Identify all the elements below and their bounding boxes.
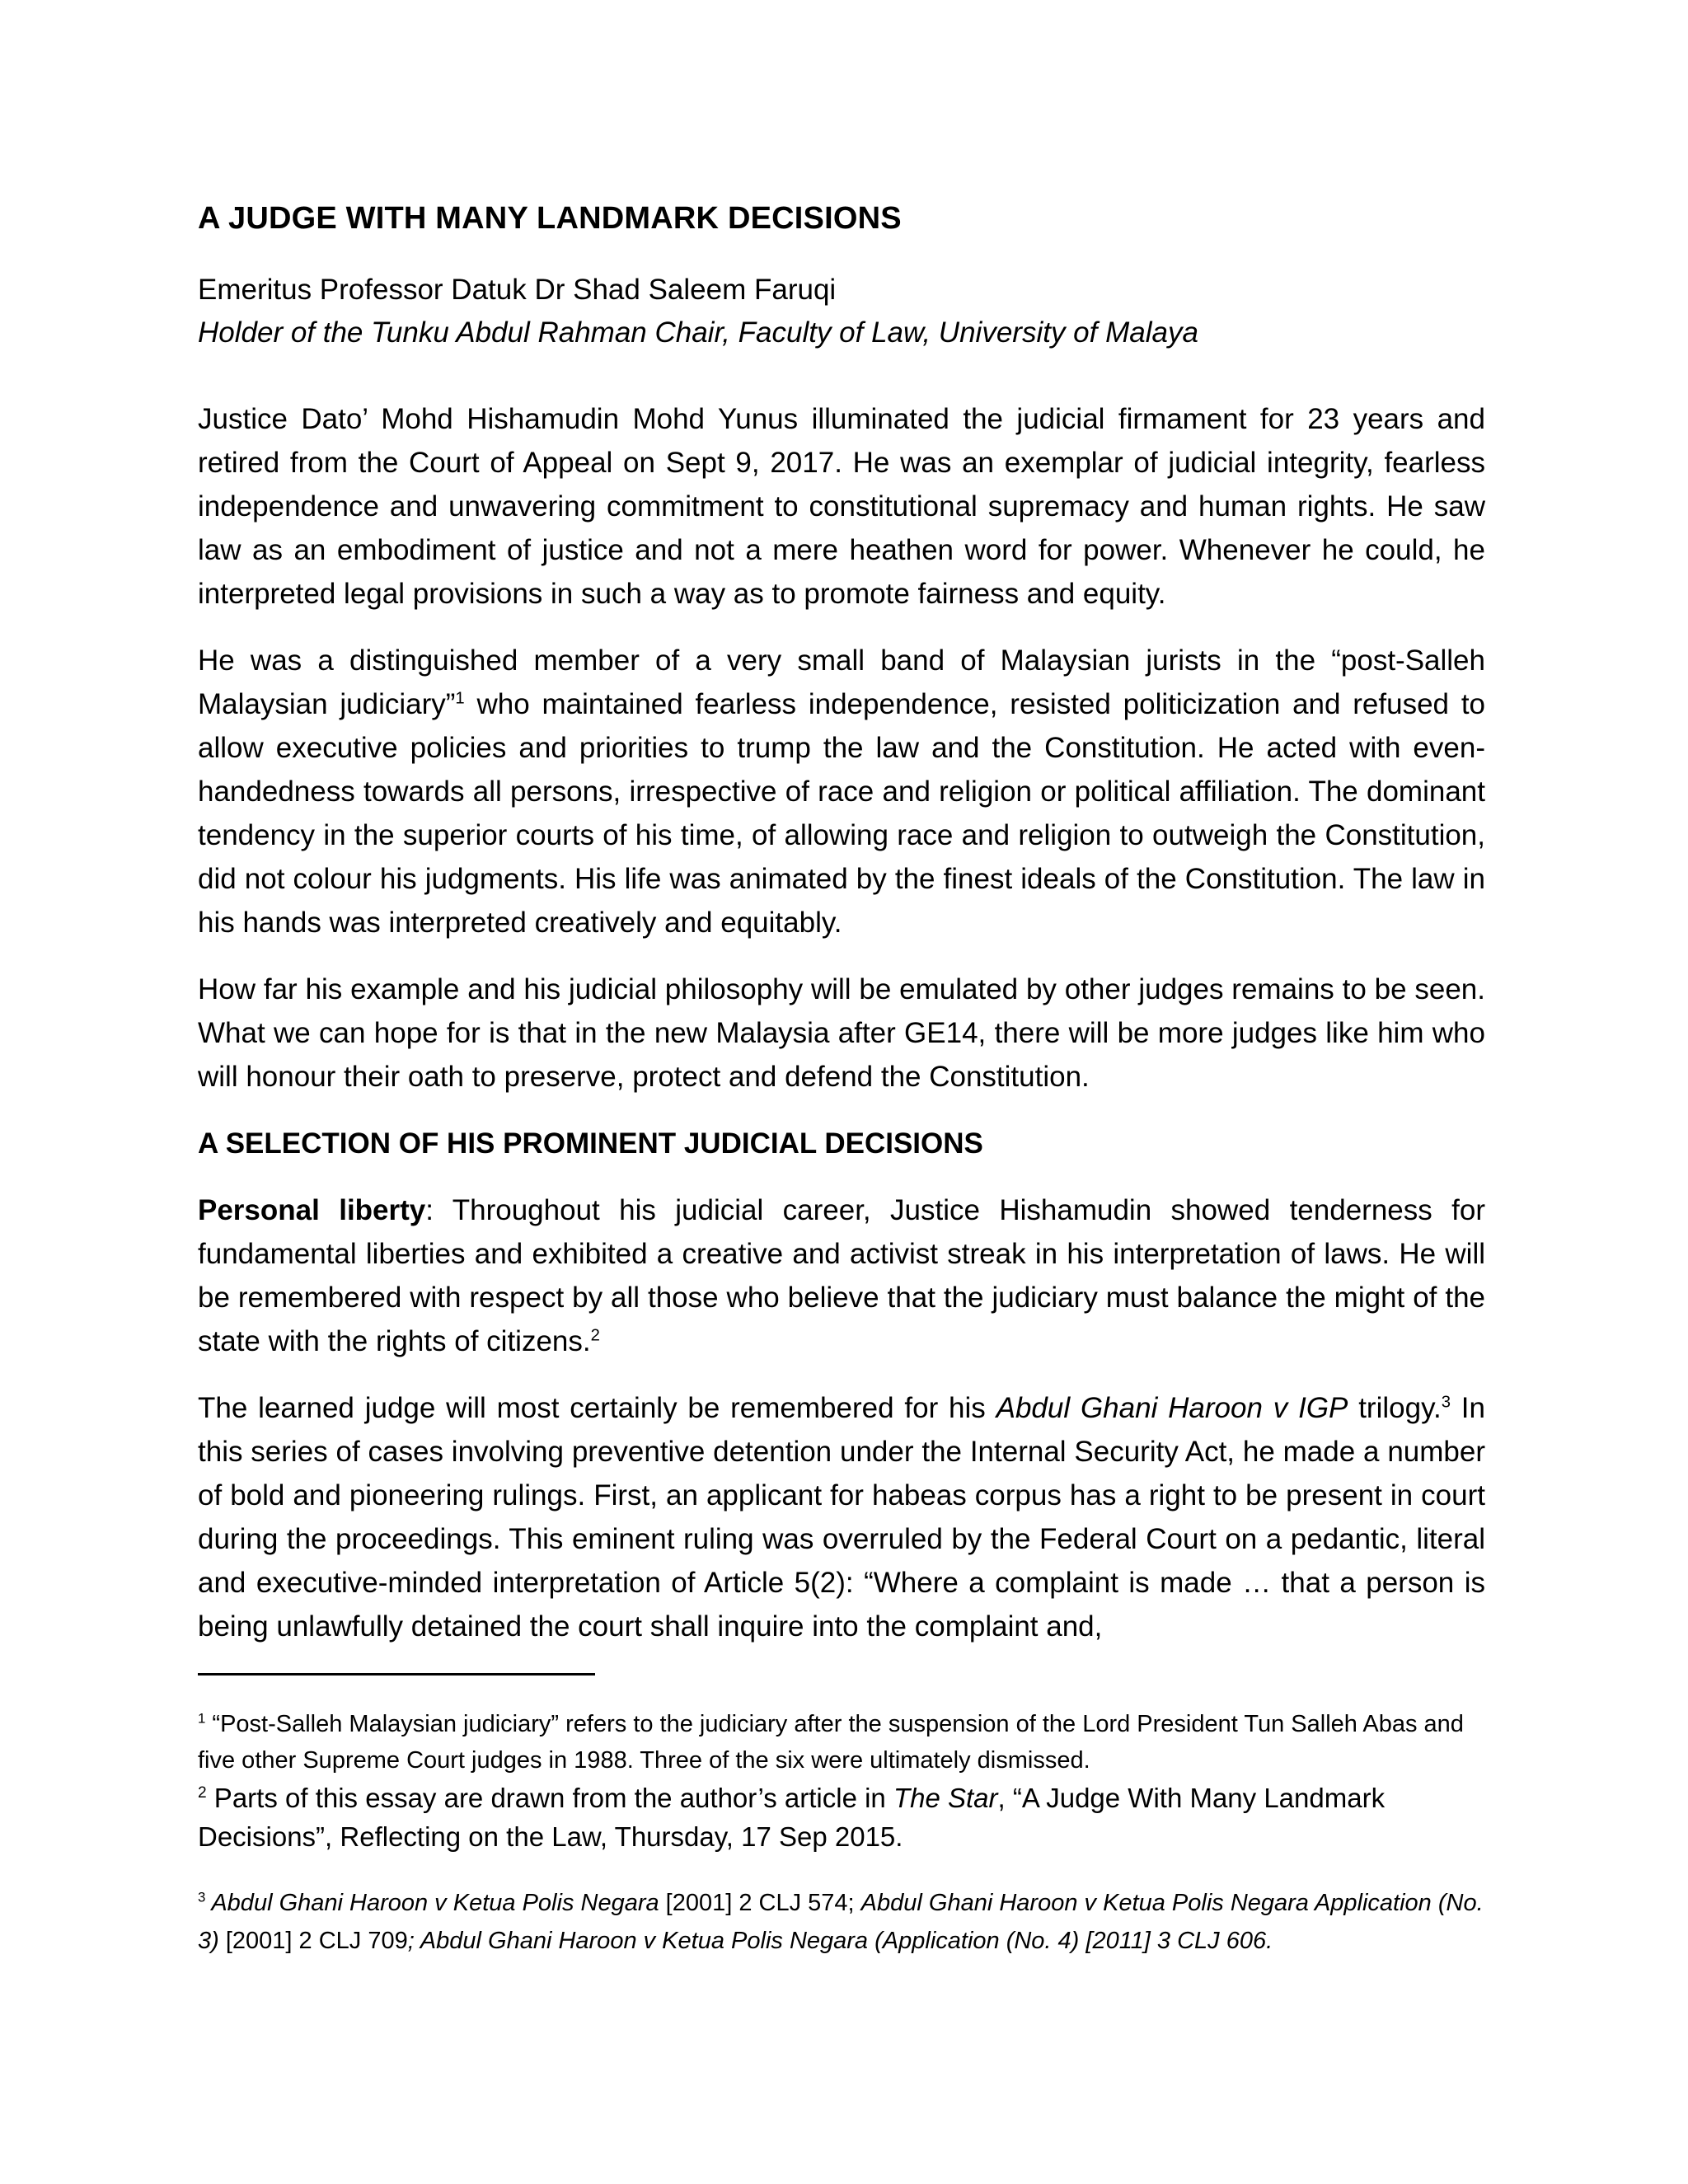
footnote-3-case-2: Abdul Ghani Haroon v Ketua Polis Negara Application (No. 3): [198, 1890, 1484, 1954]
paragraph-2-text-a: He was a distinguished member of a very small band of Malaysian jurists in the “post-Salleh Malaysian judiciary”: [198, 644, 1485, 720]
footnote-3-number: 3: [198, 1889, 206, 1905]
footnote-ref-2[interactable]: 2: [590, 1326, 600, 1345]
footnote-ref-3[interactable]: 3: [1441, 1393, 1451, 1412]
author-name: Emeritus Professor Datuk Dr Shad Saleem Faruqi: [198, 274, 837, 306]
footnote-2-text-b: , “A Judge With Many Landmark Decisions”, Reflecting on the Law, Thursday, 17 Sep 2015.: [198, 1783, 1386, 1852]
paragraph-5-case-name: Abdul Ghani Haroon v IGP: [996, 1392, 1348, 1424]
footnote-3-citation-2: [2001] 2 CLJ 709: [218, 1928, 408, 1954]
footnote-1-text: “Post-Salleh Malaysian judiciary” refers to the judiciary after the suspension of the Lord President Tun Salleh Abas and five other Supreme Court judges in 1988. Three of the six were ultimately dismissed.: [198, 1711, 1464, 1774]
footnote-3-case-3: ; Abdul Ghani Haroon v Ketua Polis Negara (Application (No. 4) [2011] 3 CLJ 606.: [407, 1928, 1273, 1954]
footnote-separator: [198, 1673, 595, 1675]
section-heading: A SELECTION OF HIS PROMINENT JUDICIAL DECISIONS: [198, 1127, 983, 1160]
paragraph-4: [198, 1188, 1485, 1363]
footnote-2-publication: The Star: [893, 1783, 998, 1813]
footnote-ref-1[interactable]: 1: [455, 689, 465, 708]
footnote-3: [198, 1884, 1485, 1960]
author-affiliation: Holder of the Tunku Abdul Rahman Chair, Faculty of Law, University of Malaya: [198, 316, 1198, 349]
paragraph-5: [198, 1386, 1485, 1648]
footnote-2: [198, 1779, 1485, 1856]
footnote-1-number: 1: [198, 1710, 206, 1727]
paragraph-3: How far his example and his judicial philosophy will be emulated by other judges remains to be seen. What we can hope for is that in the new Malaysia after GE14, there will be more judges like him who will honour their oath to preserve, protect and defend the Constitution.: [198, 973, 1485, 1093]
paragraph-5-text-a: The learned judge will most certainly be remembered for his: [198, 1392, 996, 1424]
paragraph-4-lead: Personal liberty: [198, 1194, 426, 1226]
footnote-3-case-1: Abdul Ghani Haroon v Ketua Polis Negara: [205, 1890, 659, 1916]
paragraph-1: Justice Dato’ Mohd Hishamudin Mohd Yunus illuminated the judicial firmament for 23 years and retired from the Court of Appeal on Sept 9, 2017. He was an exemplar of judicial integrity, fearless independence and unwavering commitment to constitutional supremacy and human rights. He saw law as an embodiment of justice and not a mere heathen word for power. Whenever he could, he interpreted legal provisions in such a way as to promote fairness and equity.: [198, 403, 1485, 610]
paragraph-4-text: : Throughout his judicial career, Justice Hishamudin showed tenderness for fundamental liberties and exhibited a creative and activist streak in his interpretation of laws. He will be remembered with respect by all those who believe that the judiciary must balance the might of the state with the rights of citizens.: [198, 1194, 1485, 1357]
footnote-2-text-a: Parts of this essay are drawn from the author’s article in: [206, 1783, 893, 1813]
footnote-2-number: 2: [198, 1784, 207, 1802]
footnote-3-citation-1: [2001] 2 CLJ 574;: [659, 1890, 861, 1916]
paragraph-5-text-b: trilogy.: [1348, 1392, 1442, 1424]
document-title: A JUDGE WITH MANY LANDMARK DECISIONS: [198, 201, 902, 236]
article-body: [198, 397, 1485, 1671]
footnote-1: [198, 1706, 1485, 1779]
paragraph-5-text-c: In this series of cases involving preventive detention under the Internal Security Act, he made a number of bold and pioneering rulings. First, an applicant for habeas corpus has a right to be present in court during the proceedings. This eminent ruling was overruled by the Federal Court on a pedantic, literal and executive-minded interpretation of Article 5(2): “Where a complaint is made … that a person is being unlawfully detained the court shall inquire into the complaint and,: [198, 1392, 1485, 1643]
footnotes: [198, 1706, 1485, 1988]
paragraph-2: [198, 639, 1485, 944]
paragraph-2-text-b: who maintained fearless independence, resisted politicization and refused to allow executive policies and priorities to trump the law and the Constitution. He acted with even-handedness towards all persons, irrespective of race and religion or political affiliation. The dominant tendency in the superior courts of his time, of allowing race and religion to outweigh the Constitution, did not colour his judgments. His life was animated by the finest ideals of the Constitution. The law in his hands was interpreted creatively and equitably.: [198, 688, 1486, 939]
